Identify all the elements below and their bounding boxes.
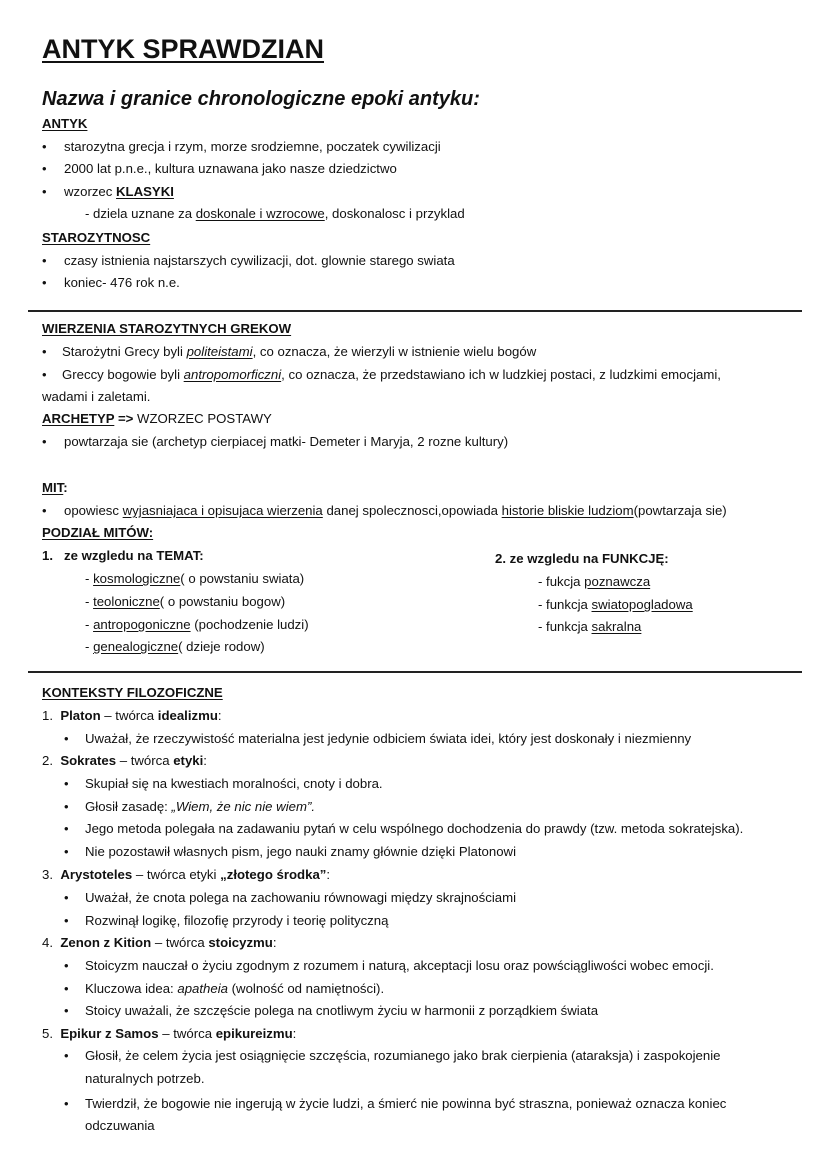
number: 3. [42, 867, 53, 882]
text: (powtarzaja sie) [633, 503, 727, 518]
temat-item [85, 570, 304, 588]
konteksty-heading: KONTEKSTY FILOZOFICZNE [42, 685, 223, 700]
point: Twierdził, że bogowie nie ingerują w życie ludzi, a śmierć nie powinna być straszna, ponieważ oznacza koniec [85, 1096, 727, 1111]
list-item: czasy istnienia najstarszych cywilizacji, dot. glownie starego swiata [64, 253, 455, 268]
archetyp-term: ARCHETYP [42, 411, 115, 426]
point: Rozwinął logikę, filozofię przyrody i teorię polityczną [85, 913, 389, 928]
name: Epikur z Samos [60, 1026, 159, 1041]
term: genealogiczne [93, 639, 179, 654]
bullet-icon: • [42, 344, 47, 359]
text: - funkcja [538, 619, 592, 634]
bullet-icon: • [42, 434, 47, 449]
bullet-icon: • [64, 821, 69, 836]
point: Stoicy uważali, że szczęście polega na cnotliwym życiu w harmonii z porządkiem świata [85, 1003, 599, 1018]
text: opowiesc [64, 503, 123, 518]
point [85, 798, 315, 816]
text: etyki [189, 867, 221, 882]
temat-item [85, 616, 309, 634]
text: (wolność od namiętności). [227, 981, 385, 996]
divider [28, 671, 802, 673]
philosopher-platon [42, 707, 222, 725]
colon: : [63, 480, 68, 495]
bullet-icon: • [64, 981, 69, 996]
list-item [64, 183, 174, 201]
quote: „Wiem, że nic nie wiem”. [171, 799, 316, 814]
temat-heading: 1. ze wzgledu na TEMAT: [42, 548, 204, 563]
term: antropomorficzni [183, 367, 282, 382]
bullet-icon: • [64, 890, 69, 905]
funkcja-heading: 2. ze wzgledu na FUNKCJĘ: [495, 551, 669, 566]
text: , co oznacza, że wierzyli w istnienie wielu bogów [252, 344, 537, 359]
bullet-icon: • [64, 731, 69, 746]
philosopher-arystoteles [42, 866, 330, 884]
number: 5. [42, 1026, 53, 1041]
term: politeistami [186, 344, 253, 359]
divider [28, 310, 802, 312]
funkcja-item [538, 618, 641, 636]
text: ( o powstaniu bogow) [159, 594, 286, 609]
term: antropogoniczne [93, 617, 191, 632]
starozytnosc-heading: STAROZYTNOSC [42, 230, 151, 245]
text: - [85, 594, 94, 609]
text: Kluczowa idea: [85, 981, 178, 996]
point [85, 980, 384, 998]
text: – twórca [151, 935, 209, 950]
text: : [292, 1026, 297, 1041]
school: idealizmu [157, 708, 218, 723]
term: kosmologiczne [93, 571, 181, 586]
number: 1. [42, 708, 53, 723]
bullet-icon: • [42, 275, 47, 290]
bullet-icon: • [42, 503, 47, 518]
text: - [85, 617, 94, 632]
school: „złotego środka” [220, 867, 327, 882]
funkcja-item [538, 596, 693, 614]
mit-term: MIT [42, 480, 64, 495]
mit-heading [42, 479, 68, 497]
bullet-icon: • [64, 1096, 69, 1111]
term: swiatopogladowa [591, 597, 693, 612]
bullet-icon: • [42, 139, 47, 154]
school: etyki [173, 753, 204, 768]
list-item-continuation: wadami i zaletami. [42, 389, 151, 404]
text: – twórca [100, 708, 158, 723]
klasyki-term: KLASYKI [116, 184, 174, 199]
point: Nie pozostawił własnych pism, jego nauki znamy głównie dzięki Platonowi [85, 844, 516, 859]
text: , doskonalosc i przyklad [324, 206, 465, 221]
text: danej spolecznosci,opowiada [322, 503, 502, 518]
philosopher-epikur [42, 1025, 296, 1043]
text: Greccy bogowie byli [62, 367, 184, 382]
philosopher-zenon [42, 934, 277, 952]
text: ( dzieje rodow) [178, 639, 265, 654]
bullet-icon: • [64, 1048, 69, 1063]
text: WZORZEC POSTAWY [137, 411, 272, 426]
point: Uważał, że rzeczywistość materialna jest jedynie odbiciem świata idei, który jest doskonały i niezmienny [85, 731, 692, 746]
text: (pochodzenie ludzi) [190, 617, 309, 632]
text: - funkcja [538, 597, 592, 612]
name: Sokrates [60, 753, 117, 768]
bullet-icon: • [42, 367, 47, 382]
bullet-icon: • [42, 184, 47, 199]
point: Głosił, że celem życia jest osiągnięcie szczęścia, rozumianego jako brak cierpienia (ataraksja) i zaspokojenie [85, 1048, 721, 1063]
school: epikureizmu [215, 1026, 293, 1041]
list-item [62, 366, 721, 384]
bullet-icon: • [64, 1003, 69, 1018]
school: stoicyzmu [208, 935, 273, 950]
list-item [62, 343, 536, 361]
page-title: ANTYK SPRAWDZIAN [42, 34, 324, 64]
text: : [272, 935, 277, 950]
text: – twórca [116, 753, 174, 768]
temat-item [85, 593, 285, 611]
list-item: powtarzaja sie (archetyp cierpiacej matki- Demeter i Maryja, 2 rozne kultury) [64, 434, 509, 449]
text: - [85, 639, 94, 654]
point-continuation: odczuwania [85, 1118, 155, 1133]
bullet-icon: • [42, 161, 47, 176]
point: Stoicyzm nauczał o życiu zgodnym z rozumem i naturą, akceptacji losu oraz powściągliwości wobec emocji. [85, 958, 714, 973]
funkcja-item [538, 573, 650, 591]
bullet-icon: • [42, 253, 47, 268]
philosopher-sokrates [42, 752, 207, 770]
sub-item [85, 205, 465, 223]
name: Platon [60, 708, 101, 723]
section-subtitle: Nazwa i granice chronologiczne epoki antyku: [42, 88, 480, 110]
bullet-icon: • [64, 844, 69, 859]
text: - [85, 571, 94, 586]
list-item: 2000 lat p.n.e., kultura uznawana jako nasze dziedzictwo [64, 161, 397, 176]
point: Uważał, że cnota polega na zachowaniu równowagi między skrajnościami [85, 890, 517, 905]
text: - dziela uznane za [85, 206, 196, 221]
text: : [217, 708, 222, 723]
text: : [203, 753, 207, 768]
bullet-icon: • [64, 913, 69, 928]
bullet-icon: • [64, 776, 69, 791]
underlined-text: doskonale i wzrocowe [195, 206, 325, 221]
term: apatheia [177, 981, 228, 996]
underlined-text: wyjasniajaca i opisujaca wierzenia [122, 503, 323, 518]
point: Skupiał się na kwestiach moralności, cnoty i dobra. [85, 776, 383, 791]
text: Głosił zasadę: [85, 799, 172, 814]
text: – twórca [132, 867, 190, 882]
text: : [326, 867, 331, 882]
term: poznawcza [584, 574, 651, 589]
text: wzorzec [64, 184, 117, 199]
list-item: starozytna grecja i rzym, morze srodziemne, poczatek cywilizacji [64, 139, 441, 154]
text: , co oznacza, że przedstawiano ich w ludzkiej postaci, z ludzkimi emocjami, [281, 367, 721, 382]
text: – twórca [158, 1026, 216, 1041]
podzial-heading: PODZIAŁ MITÓW: [42, 525, 154, 540]
underlined-text: historie bliskie ludziom [501, 503, 634, 518]
term: teoloniczne [93, 594, 160, 609]
bullet-icon: • [64, 958, 69, 973]
arrow: => [114, 411, 138, 426]
number: 2. [42, 753, 53, 768]
text: Starożytni Grecy byli [62, 344, 187, 359]
text: ( o powstaniu swiata) [180, 571, 305, 586]
point: Jego metoda polegała na zadawaniu pytań w celu wspólnego dochodzenia do prawdy (tzw. metoda sokratejska). [85, 821, 744, 836]
list-item [64, 502, 727, 520]
temat-item [85, 638, 265, 656]
archetyp-heading [42, 410, 272, 428]
text: - fukcja [538, 574, 585, 589]
number: 4. [42, 935, 53, 950]
name: Zenon z Kition [60, 935, 152, 950]
name: Arystoteles [60, 867, 133, 882]
point-continuation: naturalnych potrzeb. [85, 1071, 205, 1086]
list-item: koniec- 476 rok n.e. [64, 275, 180, 290]
bullet-icon: • [64, 799, 69, 814]
wierzenia-heading: WIERZENIA STAROZYTNYCH GREKOW [42, 321, 292, 336]
antyk-heading: ANTYK [42, 116, 88, 131]
term: sakralna [591, 619, 642, 634]
